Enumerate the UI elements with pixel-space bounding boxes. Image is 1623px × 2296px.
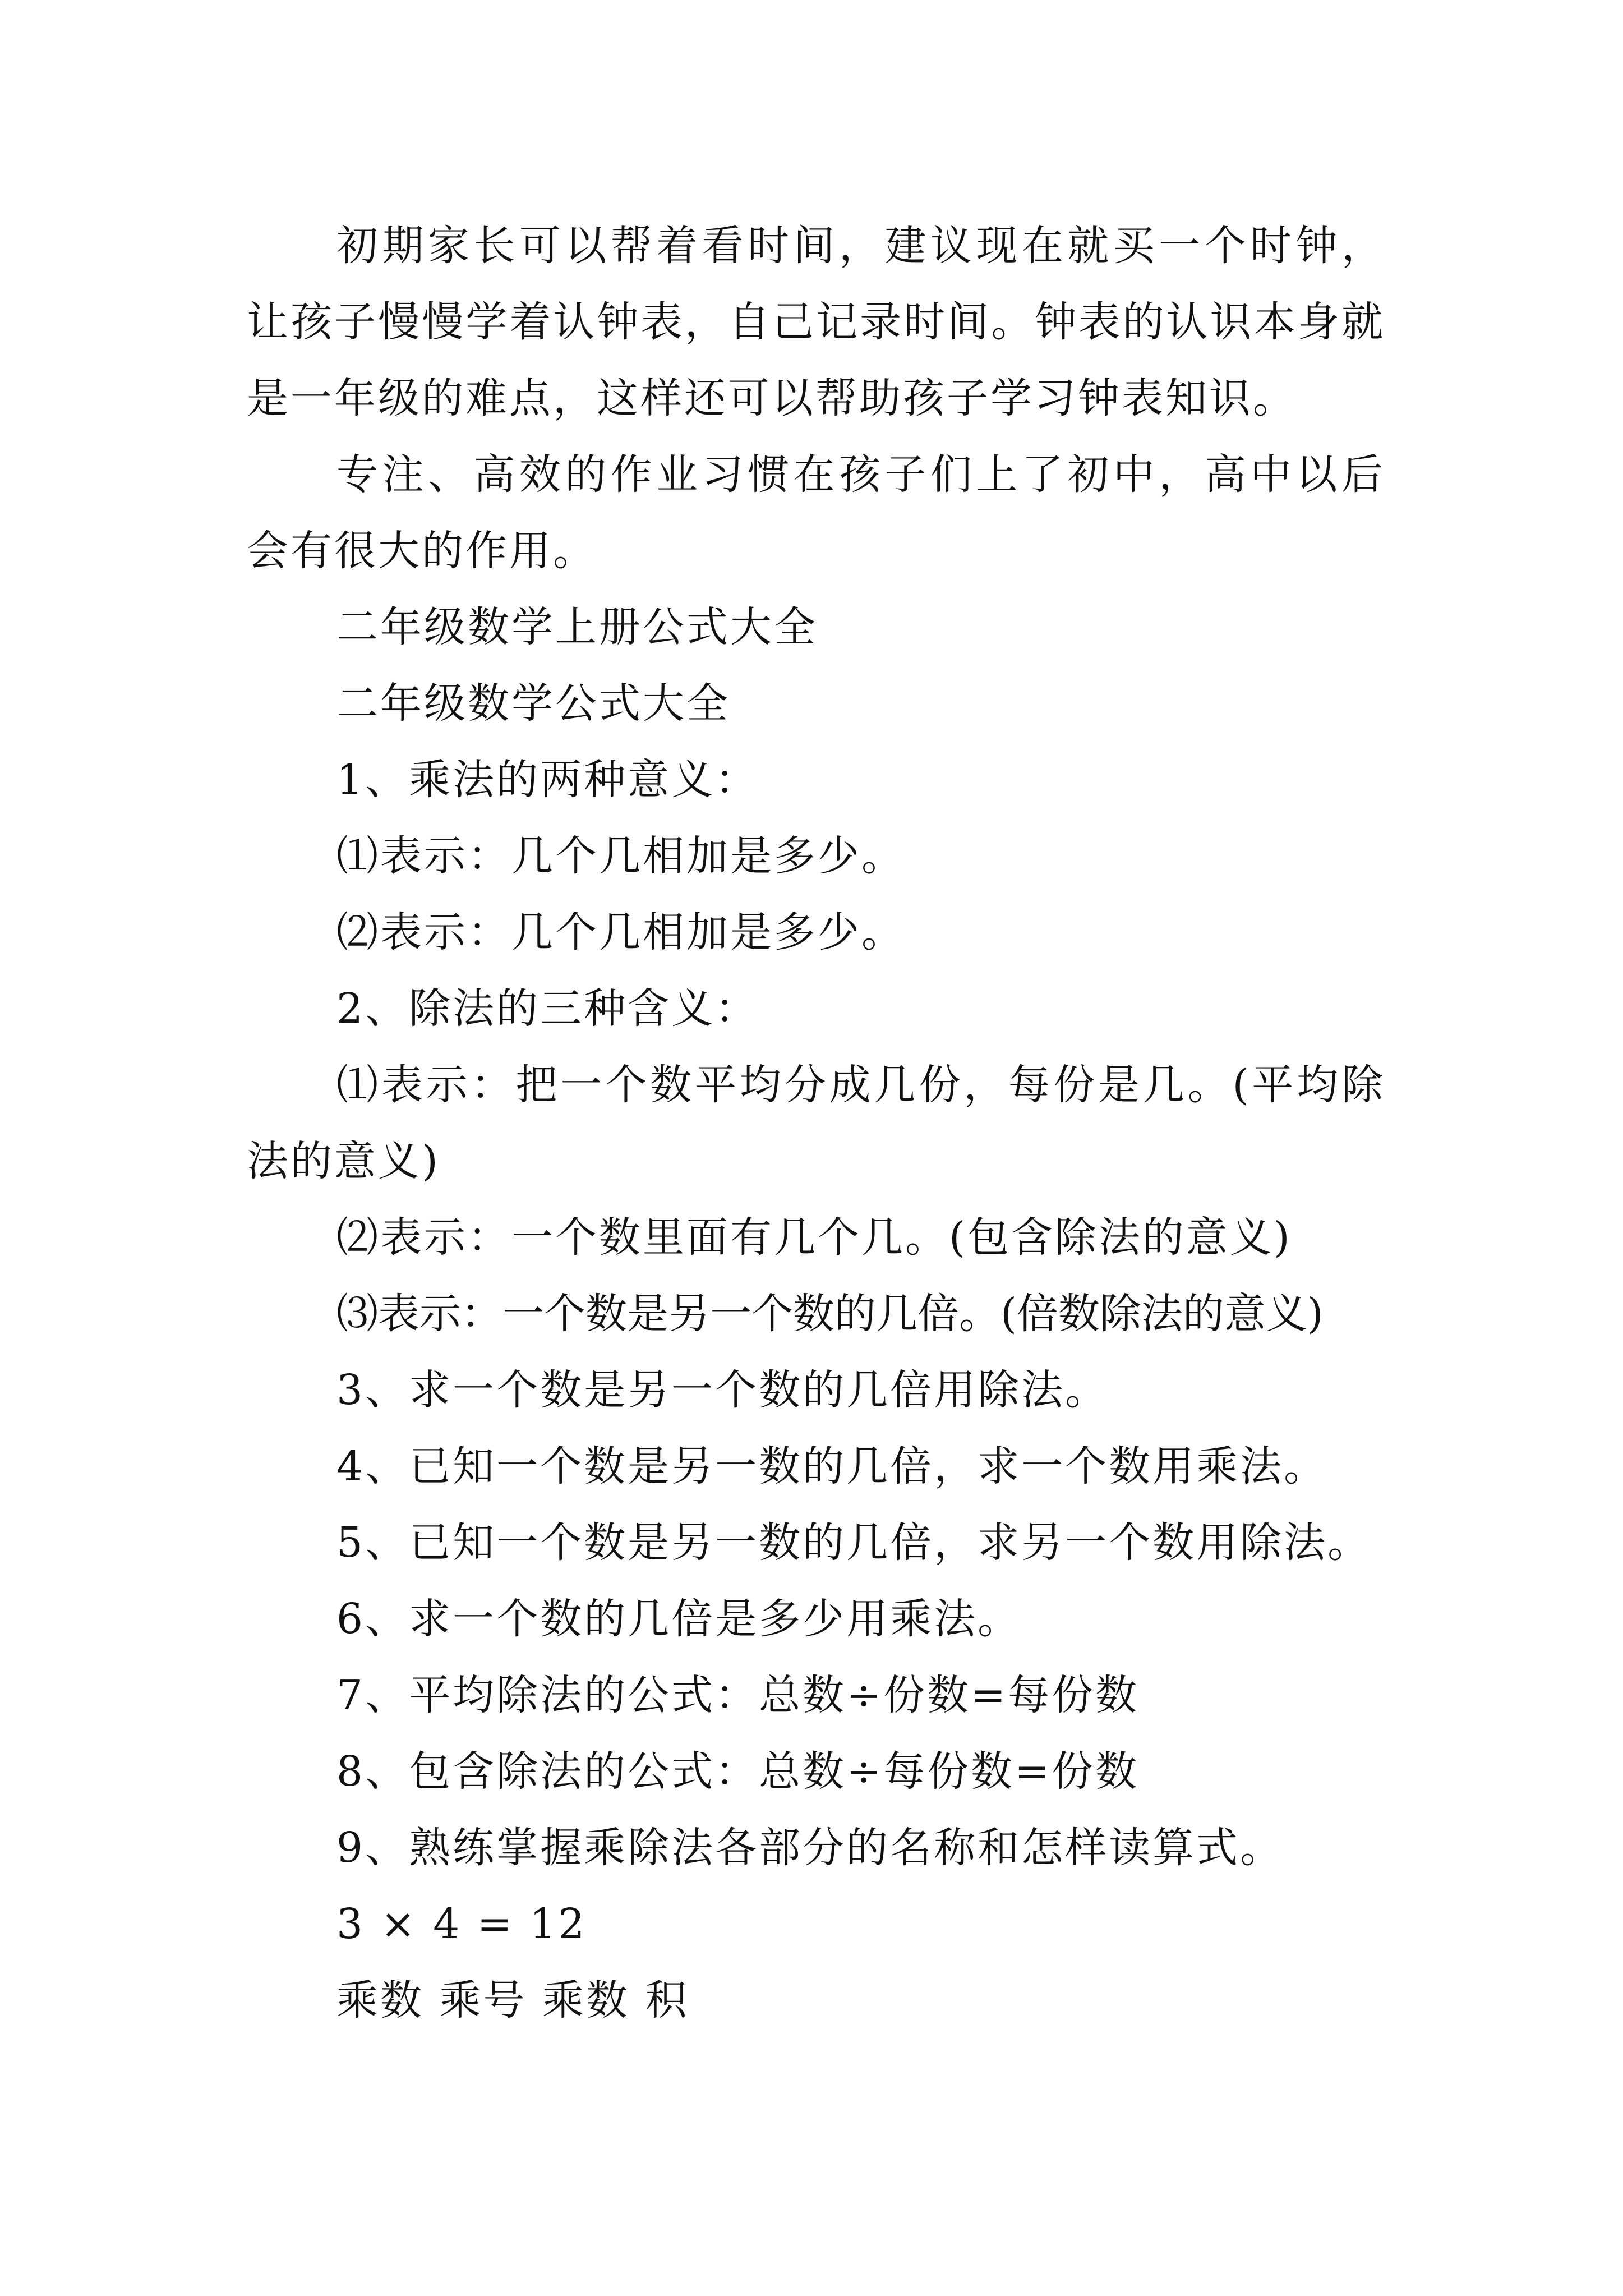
multiplication-formula-labels: 乘数 乘号 乘数 积 (336, 1976, 689, 2024)
item-division-meaning-3: ⑶表示：一个数是另一个数的几倍。(倍数除法的意义) (336, 1290, 1324, 1338)
paragraph-clock-advice: 初期家长可以帮着看时间，建议现在就买一个时钟，让孩子慢慢学着认钟表，自己记录时间。钟表的认识本身就是一年级的难点，这样还可以帮助孩子学习钟表知识。 (247, 222, 1385, 422)
heading-grade2-formulas: 二年级数学公式大全 (336, 679, 730, 728)
item-multiplication-meanings: 1、乘法的两种意义： (336, 756, 759, 804)
item-multiplication-meaning-2: ⑵表示：几个几相加是多少。 (336, 908, 905, 956)
heading-grade2-upper-formulas: 二年级数学上册公式大全 (336, 603, 818, 651)
item-rule-4: 4、已知一个数是另一数的几倍，求一个数用乘法。 (336, 1442, 1328, 1490)
paragraph-homework-habit: 专注、高效的作业习惯在孩子们上了初中，高中以后会有很大的作用。 (247, 450, 1385, 575)
item-rule-5: 5、已知一个数是另一数的几倍，求另一个数用除法。 (336, 1519, 1372, 1567)
item-division-meanings: 2、除法的三种含义： (336, 984, 759, 1033)
item-rule-3: 3、求一个数是另一个数的几倍用除法。 (336, 1366, 1109, 1414)
item-division-meaning-1: ⑴表示：把一个数平均分成几份，每份是几。(平均除法的意义) (247, 1061, 1385, 1185)
item-multiplication-meaning-1: ⑴表示：几个几相加是多少。 (336, 832, 905, 880)
item-rule-8: 8、包含除法的公式：总数÷每份数=份数 (336, 1747, 1140, 1796)
item-rule-9: 9、熟练掌握乘除法各部分的名称和怎样读算式。 (336, 1824, 1284, 1872)
item-rule-7: 7、平均除法的公式：总数÷份数=每份数 (336, 1671, 1140, 1719)
multiplication-formula: 3 × 4 = 12 (336, 1900, 587, 1948)
document-body (247, 208, 1385, 2039)
item-rule-6: 6、求一个数的几倍是多少用乘法。 (336, 1595, 1022, 1643)
item-division-meaning-2: ⑵表示：一个数里面有几个几。(包含除法的意义) (336, 1213, 1292, 1262)
